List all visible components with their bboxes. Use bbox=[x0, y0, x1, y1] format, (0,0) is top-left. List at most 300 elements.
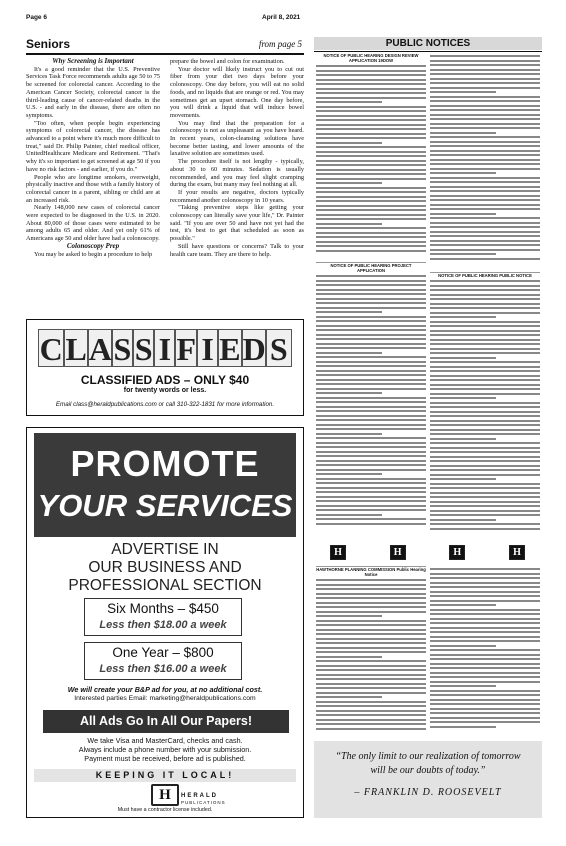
notice-text-line bbox=[430, 510, 540, 512]
notice-text-line bbox=[316, 200, 426, 202]
notice-text-line bbox=[316, 241, 426, 243]
notice-text-line bbox=[430, 676, 540, 678]
notice-text-line bbox=[316, 83, 426, 85]
paragraph: You may be asked to begin a procedure to help bbox=[34, 250, 153, 258]
notice-text-line bbox=[316, 397, 426, 399]
notice-text-line bbox=[430, 591, 540, 593]
notice-text-line bbox=[316, 642, 426, 644]
paragraph: "Taking preventive steps like getting your colonoscopy can literally save your life," Dr. Painter said. "If you are over 50 and have not yet had the test, it's best to get that scheduled as soon as possible." bbox=[170, 204, 304, 243]
notice-text-line bbox=[430, 127, 540, 129]
notice-body bbox=[316, 579, 426, 730]
notice-text-line bbox=[316, 611, 426, 613]
notice-text-line bbox=[430, 339, 540, 341]
notice-text-line bbox=[316, 419, 426, 421]
notice-text-line bbox=[316, 146, 426, 148]
notice-text-line bbox=[316, 320, 426, 322]
notice-text-line bbox=[430, 226, 540, 228]
letter-tile: A bbox=[88, 331, 112, 367]
notice-text-line bbox=[316, 442, 426, 444]
notice-text-line bbox=[430, 618, 540, 620]
paragraph: If your results are negative, doctors typically recommend another colonoscopy in 10 years. bbox=[170, 188, 304, 204]
public-notice bbox=[430, 566, 540, 736]
paragraph: Still have questions or concerns? Talk to your health care team. They are there to help. bbox=[170, 242, 304, 258]
offer-price: Six Months – $450 bbox=[107, 601, 219, 616]
advertise-line: OUR BUSINESS AND bbox=[88, 559, 242, 576]
notice-text-line bbox=[316, 505, 426, 507]
notice-text-line bbox=[430, 357, 496, 359]
notice-text-line bbox=[316, 392, 382, 394]
notice-text-line bbox=[430, 244, 540, 246]
notice-text-line bbox=[430, 604, 496, 606]
notice-text-line bbox=[430, 420, 540, 422]
notice-text-line bbox=[316, 88, 426, 90]
notice-text-line bbox=[430, 217, 540, 219]
notice-text-line bbox=[316, 205, 426, 207]
notice-text-line bbox=[316, 227, 426, 229]
classifieds-ad bbox=[26, 319, 304, 416]
notice-text-line bbox=[316, 606, 426, 608]
notice-text-line bbox=[430, 465, 540, 467]
notice-text-line bbox=[316, 629, 426, 631]
notice-text-line bbox=[316, 719, 426, 721]
notice-text-line bbox=[430, 163, 540, 165]
payment-note: Always include a phone number with your submission. bbox=[78, 745, 252, 754]
notice-text-line bbox=[316, 500, 426, 502]
notice-text-line bbox=[430, 726, 496, 728]
notice-text-line bbox=[430, 240, 540, 242]
notice-text-line bbox=[430, 384, 540, 386]
marketing-email[interactable]: Interested parties Email: marketing@heraldpublications.com bbox=[74, 695, 256, 702]
notice-text-line bbox=[430, 663, 540, 665]
notice-text-line bbox=[430, 442, 540, 444]
notice-text-line bbox=[316, 289, 426, 291]
notice-text-line bbox=[430, 136, 540, 138]
notice-text-line bbox=[316, 356, 426, 358]
section-title: Seniors bbox=[26, 37, 71, 51]
notice-text-line bbox=[430, 424, 540, 426]
notice-text-line bbox=[430, 645, 496, 647]
notice-text-line bbox=[316, 275, 426, 277]
paragraph: You may find that the preparation for a colonoscopy is not as unpleasant as you have heard. In recent years, colon-cleansing solutions have become better tasting, and lower amounts of the laxative solution are sometimes used. bbox=[170, 119, 304, 158]
notice-text-line bbox=[430, 249, 540, 251]
notice-text-line bbox=[316, 451, 426, 453]
herald-h-icon: H bbox=[330, 545, 346, 560]
notice-text-line bbox=[316, 293, 426, 295]
notice-text-line bbox=[430, 231, 540, 233]
notice-text-line bbox=[316, 406, 426, 408]
notice-text-line bbox=[316, 647, 426, 649]
notice-text-line bbox=[430, 100, 540, 102]
notice-text-line bbox=[316, 334, 426, 336]
notice-text-line bbox=[430, 406, 540, 408]
notice-text-line bbox=[430, 456, 540, 458]
notice-text-line bbox=[430, 501, 540, 503]
notice-text-line bbox=[430, 55, 540, 57]
notice-text-line bbox=[316, 388, 426, 390]
notice-text-line bbox=[430, 577, 540, 579]
notice-text-line bbox=[316, 361, 426, 363]
notice-text-line bbox=[430, 681, 540, 683]
notice-text-line bbox=[430, 451, 540, 453]
notice-text-line bbox=[316, 692, 426, 694]
notice-text-line bbox=[430, 348, 540, 350]
notice-text-line bbox=[316, 191, 426, 193]
classifieds-contact[interactable]: Email class@heraldpublications.com or call 310-322-1831 for more information. bbox=[55, 401, 275, 408]
notice-text-line bbox=[316, 705, 426, 707]
notice-text-line bbox=[430, 703, 540, 705]
notice-text-line bbox=[430, 586, 540, 588]
letter-tile: F bbox=[176, 331, 196, 367]
notice-text-line bbox=[430, 573, 540, 575]
public-notice bbox=[430, 53, 540, 268]
notice-text-line bbox=[316, 518, 426, 520]
promote-banner bbox=[34, 433, 296, 537]
notice-text-line bbox=[316, 584, 426, 586]
public-notice bbox=[316, 262, 426, 532]
notice-text-line bbox=[430, 82, 540, 84]
notice-text-line bbox=[430, 478, 496, 480]
notice-body bbox=[316, 275, 426, 525]
notice-text-line bbox=[316, 178, 426, 180]
notice-text-line bbox=[316, 218, 426, 220]
notice-text-line bbox=[316, 209, 426, 211]
notice-text-line bbox=[430, 658, 540, 660]
notice-text-line bbox=[430, 460, 540, 462]
letter-tile: I bbox=[197, 329, 218, 367]
notice-text-line bbox=[316, 464, 426, 466]
herald-publications: PUBLICATIONS bbox=[181, 800, 226, 805]
classifieds-subtitle: for twenty words or less. bbox=[123, 387, 207, 394]
notice-text-line bbox=[316, 514, 382, 516]
notice-text-line bbox=[430, 298, 540, 300]
notice-body bbox=[430, 55, 540, 260]
promote-heading: PROMOTE bbox=[70, 443, 260, 484]
notice-body bbox=[430, 280, 540, 530]
notice-text-line bbox=[316, 232, 426, 234]
notice-text-line bbox=[430, 208, 540, 210]
notice-text-line bbox=[316, 115, 426, 117]
notice-text-line bbox=[316, 455, 426, 457]
notice-text-line bbox=[430, 307, 540, 309]
quote-line: “The only limit to our realization of tomorrow bbox=[335, 751, 521, 762]
divider bbox=[314, 51, 542, 52]
notice-text-line bbox=[430, 361, 540, 363]
notice-text-line bbox=[430, 492, 540, 494]
notice-text-line bbox=[430, 118, 540, 120]
notice-text-line bbox=[316, 250, 426, 252]
notice-text-line bbox=[316, 338, 426, 340]
notice-text-line bbox=[316, 365, 426, 367]
notice-text-line bbox=[430, 397, 496, 399]
subhead-colonoscopy-prep: Colonoscopy Prep bbox=[66, 241, 120, 250]
paragraph: The procedure itself is not lengthy - typically, about 30 to 60 minutes. Sedation is usually recommended, and you may feel slight cramping during the exam, but many may feel nothing at all. bbox=[170, 158, 304, 189]
public-notice bbox=[316, 53, 426, 258]
paragraph: "Too often, when people begin experiencing symptoms of colorectal cancer, the disease has advanced to a point where it's much more difficult to treat," said Dr. Philip Painter, chief medical officer, UnitedHealthcare Medicare and Retirement. "That's why it's so important to get screened at age 50 if you have no risk factors - and earlier, if you do." bbox=[26, 119, 160, 173]
notice-text-line bbox=[430, 649, 540, 651]
notice-text-line bbox=[316, 424, 426, 426]
notice-text-line bbox=[430, 523, 540, 525]
offer-weekly: Less then $18.00 a week bbox=[99, 619, 227, 631]
notice-text-line bbox=[430, 114, 540, 116]
notice-text-line bbox=[316, 728, 426, 730]
notice-text-line bbox=[316, 92, 426, 94]
notice-text-line bbox=[430, 654, 540, 656]
notice-text-line bbox=[430, 123, 540, 125]
notice-text-line bbox=[430, 600, 540, 602]
notice-text-line bbox=[430, 159, 540, 161]
letter-tile: S bbox=[266, 329, 292, 367]
letter-tile: I bbox=[154, 329, 175, 367]
notice-text-line bbox=[430, 712, 540, 714]
all-ads-banner: All Ads Go In All Our Papers! bbox=[43, 710, 289, 733]
notice-text-line bbox=[316, 428, 426, 430]
notice-text-line bbox=[316, 469, 426, 471]
notice-text-line bbox=[430, 505, 540, 507]
notice-text-line bbox=[430, 474, 540, 476]
notice-text-line bbox=[316, 683, 426, 685]
notice-text-line bbox=[316, 383, 426, 385]
notice-text-line bbox=[316, 473, 382, 475]
notice-text-line bbox=[430, 96, 540, 98]
notice-text-line bbox=[430, 672, 540, 674]
payment-note: We take Visa and MasterCard, checks and cash. bbox=[87, 736, 243, 745]
quote-box bbox=[314, 741, 542, 818]
notice-text-line bbox=[316, 370, 426, 372]
notice-text-line bbox=[316, 674, 426, 676]
notice-text-line bbox=[316, 651, 426, 653]
notice-text-line bbox=[316, 446, 426, 448]
keeping-it-local-banner: KEEPING IT LOCAL! bbox=[34, 769, 296, 782]
notice-text-line bbox=[430, 235, 540, 237]
notice-text-line bbox=[316, 284, 426, 286]
notice-title: HAWTHORNE PLANNING COMMISSION Public Hearing Notice bbox=[316, 567, 426, 577]
notice-text-line bbox=[316, 196, 426, 198]
notice-body bbox=[316, 65, 426, 252]
notice-text-line bbox=[316, 280, 426, 282]
notice-text-line bbox=[430, 375, 540, 377]
notice-text-line bbox=[316, 151, 426, 153]
notice-text-line bbox=[316, 160, 426, 162]
notice-text-line bbox=[430, 294, 540, 296]
notice-text-line bbox=[430, 609, 540, 611]
notice-body bbox=[430, 568, 540, 728]
notice-text-line bbox=[316, 352, 382, 354]
notice-text-line bbox=[430, 199, 540, 201]
license-note: Must have a contractor license included. bbox=[117, 807, 213, 813]
article-column-2 bbox=[170, 58, 304, 258]
notice-text-line bbox=[430, 91, 496, 93]
notice-text-line bbox=[430, 195, 540, 197]
notice-text-line bbox=[316, 173, 426, 175]
notice-text-line bbox=[316, 714, 426, 716]
notice-text-line bbox=[316, 624, 426, 626]
notice-text-line bbox=[316, 701, 426, 703]
classifieds-letter-tiles bbox=[38, 329, 292, 367]
notice-text-line bbox=[430, 483, 540, 485]
notice-text-line bbox=[316, 128, 426, 130]
herald-h-icon: H bbox=[509, 545, 525, 560]
notice-text-line bbox=[430, 222, 540, 224]
notice-text-line bbox=[316, 415, 426, 417]
notice-text-line bbox=[430, 438, 496, 440]
notice-text-line bbox=[316, 307, 426, 309]
notice-text-line bbox=[316, 460, 426, 462]
notice-text-line bbox=[430, 87, 540, 89]
notice-text-line bbox=[316, 124, 426, 126]
notice-text-line bbox=[430, 429, 540, 431]
notice-text-line bbox=[316, 687, 426, 689]
notice-text-line bbox=[316, 669, 426, 671]
notice-text-line bbox=[430, 181, 540, 183]
letter-tile: E bbox=[219, 331, 241, 367]
notice-text-line bbox=[316, 401, 426, 403]
notice-text-line bbox=[430, 172, 496, 174]
notice-text-line bbox=[316, 374, 426, 376]
notice-text-line bbox=[430, 168, 540, 170]
notice-text-line bbox=[316, 579, 426, 581]
seniors-section-header bbox=[26, 37, 304, 55]
notice-text-line bbox=[430, 393, 540, 395]
notice-text-line bbox=[316, 523, 426, 525]
notice-text-line bbox=[430, 141, 540, 143]
notice-text-line bbox=[430, 433, 540, 435]
notice-text-line bbox=[316, 101, 382, 103]
notice-text-line bbox=[430, 190, 540, 192]
notice-text-line bbox=[430, 186, 540, 188]
quote-line: will be our doubts of today.” bbox=[370, 765, 486, 776]
notice-text-line bbox=[430, 487, 540, 489]
public-notice bbox=[316, 566, 426, 736]
letter-tile: S bbox=[113, 331, 132, 367]
public-notices-header: PUBLIC NOTICES bbox=[314, 37, 542, 50]
ad-creation-note: We will create your B&P ad for you, at no additional cost. bbox=[67, 685, 263, 694]
issue-date: April 8, 2021 bbox=[262, 14, 301, 21]
quote-attribution: – FRANKLIN D. ROOSEVELT bbox=[354, 787, 502, 798]
notice-text-line bbox=[430, 132, 496, 134]
notice-text-line bbox=[316, 723, 426, 725]
notice-text-line bbox=[316, 615, 382, 617]
notice-text-line bbox=[430, 690, 540, 692]
notice-text-line bbox=[430, 73, 540, 75]
notice-text-line bbox=[316, 478, 426, 480]
herald-name: HERALD bbox=[181, 793, 218, 799]
payment-note: Payment must be received, before ad is published. bbox=[84, 754, 246, 763]
page-number: Page 6 bbox=[26, 14, 47, 21]
notice-text-line bbox=[316, 329, 426, 331]
paragraph: prepare the bowel and colon for examination. bbox=[170, 58, 285, 65]
notice-text-line bbox=[430, 105, 540, 107]
offer-price: One Year – $800 bbox=[112, 645, 214, 660]
notice-text-line bbox=[430, 316, 496, 318]
notice-text-line bbox=[316, 316, 426, 318]
notice-text-line bbox=[430, 685, 496, 687]
notice-text-line bbox=[316, 311, 382, 313]
notice-text-line bbox=[430, 447, 540, 449]
notice-text-line bbox=[430, 721, 540, 723]
notice-text-line bbox=[430, 253, 496, 255]
notice-text-line bbox=[316, 433, 382, 435]
notice-text-line bbox=[430, 694, 540, 696]
notice-text-line bbox=[316, 665, 426, 667]
notice-title: NOTICE OF PUBLIC HEARING PROJECT APPLICATION bbox=[330, 263, 412, 273]
notice-text-line bbox=[316, 696, 382, 698]
subhead-why-screening: Why Screening is Important bbox=[52, 57, 134, 65]
notice-text-line bbox=[430, 145, 540, 147]
notice-text-line bbox=[430, 258, 540, 260]
notice-title: NOTICE OF PUBLIC HEARING DESIGN REVIEW APPLICATION 19DOW bbox=[323, 53, 419, 63]
notice-text-line bbox=[316, 245, 426, 247]
notice-text-line bbox=[316, 74, 426, 76]
notice-text-line bbox=[316, 302, 426, 304]
notice-text-line bbox=[430, 177, 540, 179]
notice-text-line bbox=[430, 636, 540, 638]
notice-text-line bbox=[316, 638, 426, 640]
notice-text-line bbox=[316, 187, 426, 189]
notice-text-line bbox=[316, 593, 426, 595]
notice-text-line bbox=[430, 469, 540, 471]
notice-text-line bbox=[316, 223, 382, 225]
letter-tile: S bbox=[134, 331, 153, 367]
notice-text-line bbox=[316, 110, 426, 112]
notice-text-line bbox=[316, 496, 426, 498]
classifieds-price-title: CLASSIFIED ADS – ONLY $40 bbox=[80, 373, 250, 387]
notice-text-line bbox=[430, 708, 540, 710]
notice-text-line bbox=[430, 411, 540, 413]
notice-text-line bbox=[316, 236, 426, 238]
offer-weekly: Less then $16.00 a week bbox=[99, 663, 227, 675]
notice-text-line bbox=[430, 150, 540, 152]
notice-title: NOTICE OF PUBLIC HEARING PUBLIC NOTICE bbox=[438, 273, 532, 278]
notice-text-line bbox=[430, 631, 540, 633]
herald-h-icon: H bbox=[449, 545, 465, 560]
paragraph: Your doctor will likely instruct you to cut out fiber from your diet two days before your colonoscopy. One day before, you will eat no solid foods, and no liquids that are orange or red. You may sometimes get an upset stomach. One day before, you will drink a liquid that will induce bowel movements. bbox=[170, 65, 304, 119]
notice-text-line bbox=[430, 514, 540, 516]
notice-text-line bbox=[430, 568, 540, 570]
notice-text-line bbox=[430, 366, 540, 368]
notice-text-line bbox=[430, 640, 540, 642]
notice-text-line bbox=[316, 155, 426, 157]
notice-text-line bbox=[430, 388, 540, 390]
notice-text-line bbox=[430, 352, 540, 354]
advertise-line: ADVERTISE IN bbox=[111, 541, 219, 558]
notice-text-line bbox=[316, 119, 426, 121]
notice-text-line bbox=[316, 487, 426, 489]
notice-text-line bbox=[430, 717, 540, 719]
article-column-1 bbox=[26, 58, 160, 258]
letter-tile: C bbox=[39, 331, 63, 367]
paragraph: People who are longtime smokers, overweight, physically inactive and those with a family history of colorectal cancer in a parent, sibling or child are at an increased risk. bbox=[26, 173, 160, 204]
advertise-line: PROFESSIONAL SECTION bbox=[68, 577, 262, 594]
notice-text-line bbox=[430, 343, 540, 345]
notice-text-line bbox=[316, 437, 426, 439]
notice-text-line bbox=[316, 298, 426, 300]
notice-text-line bbox=[430, 321, 540, 323]
notice-text-line bbox=[430, 64, 540, 66]
notice-text-line bbox=[430, 519, 496, 521]
notice-text-line bbox=[316, 137, 426, 139]
notice-text-line bbox=[430, 627, 540, 629]
notice-text-line bbox=[430, 528, 540, 530]
notice-text-line bbox=[430, 330, 540, 332]
notice-text-line bbox=[316, 343, 426, 345]
notice-text-line bbox=[316, 97, 426, 99]
notice-text-line bbox=[316, 347, 426, 349]
notice-text-line bbox=[316, 379, 426, 381]
notice-text-line bbox=[430, 582, 540, 584]
notice-text-line bbox=[430, 613, 540, 615]
paragraph: It's a good reminder that the U.S. Preventive Services Task Force recommends adults age 50 to 75 be screened for colorectal cancer. According to the American Cancer Society, colorectal cancer is the third-leading cause of cancer-related deaths in the U.S. - and early in the disease, there are often no symptoms. bbox=[26, 65, 160, 119]
public-notice bbox=[430, 272, 540, 537]
